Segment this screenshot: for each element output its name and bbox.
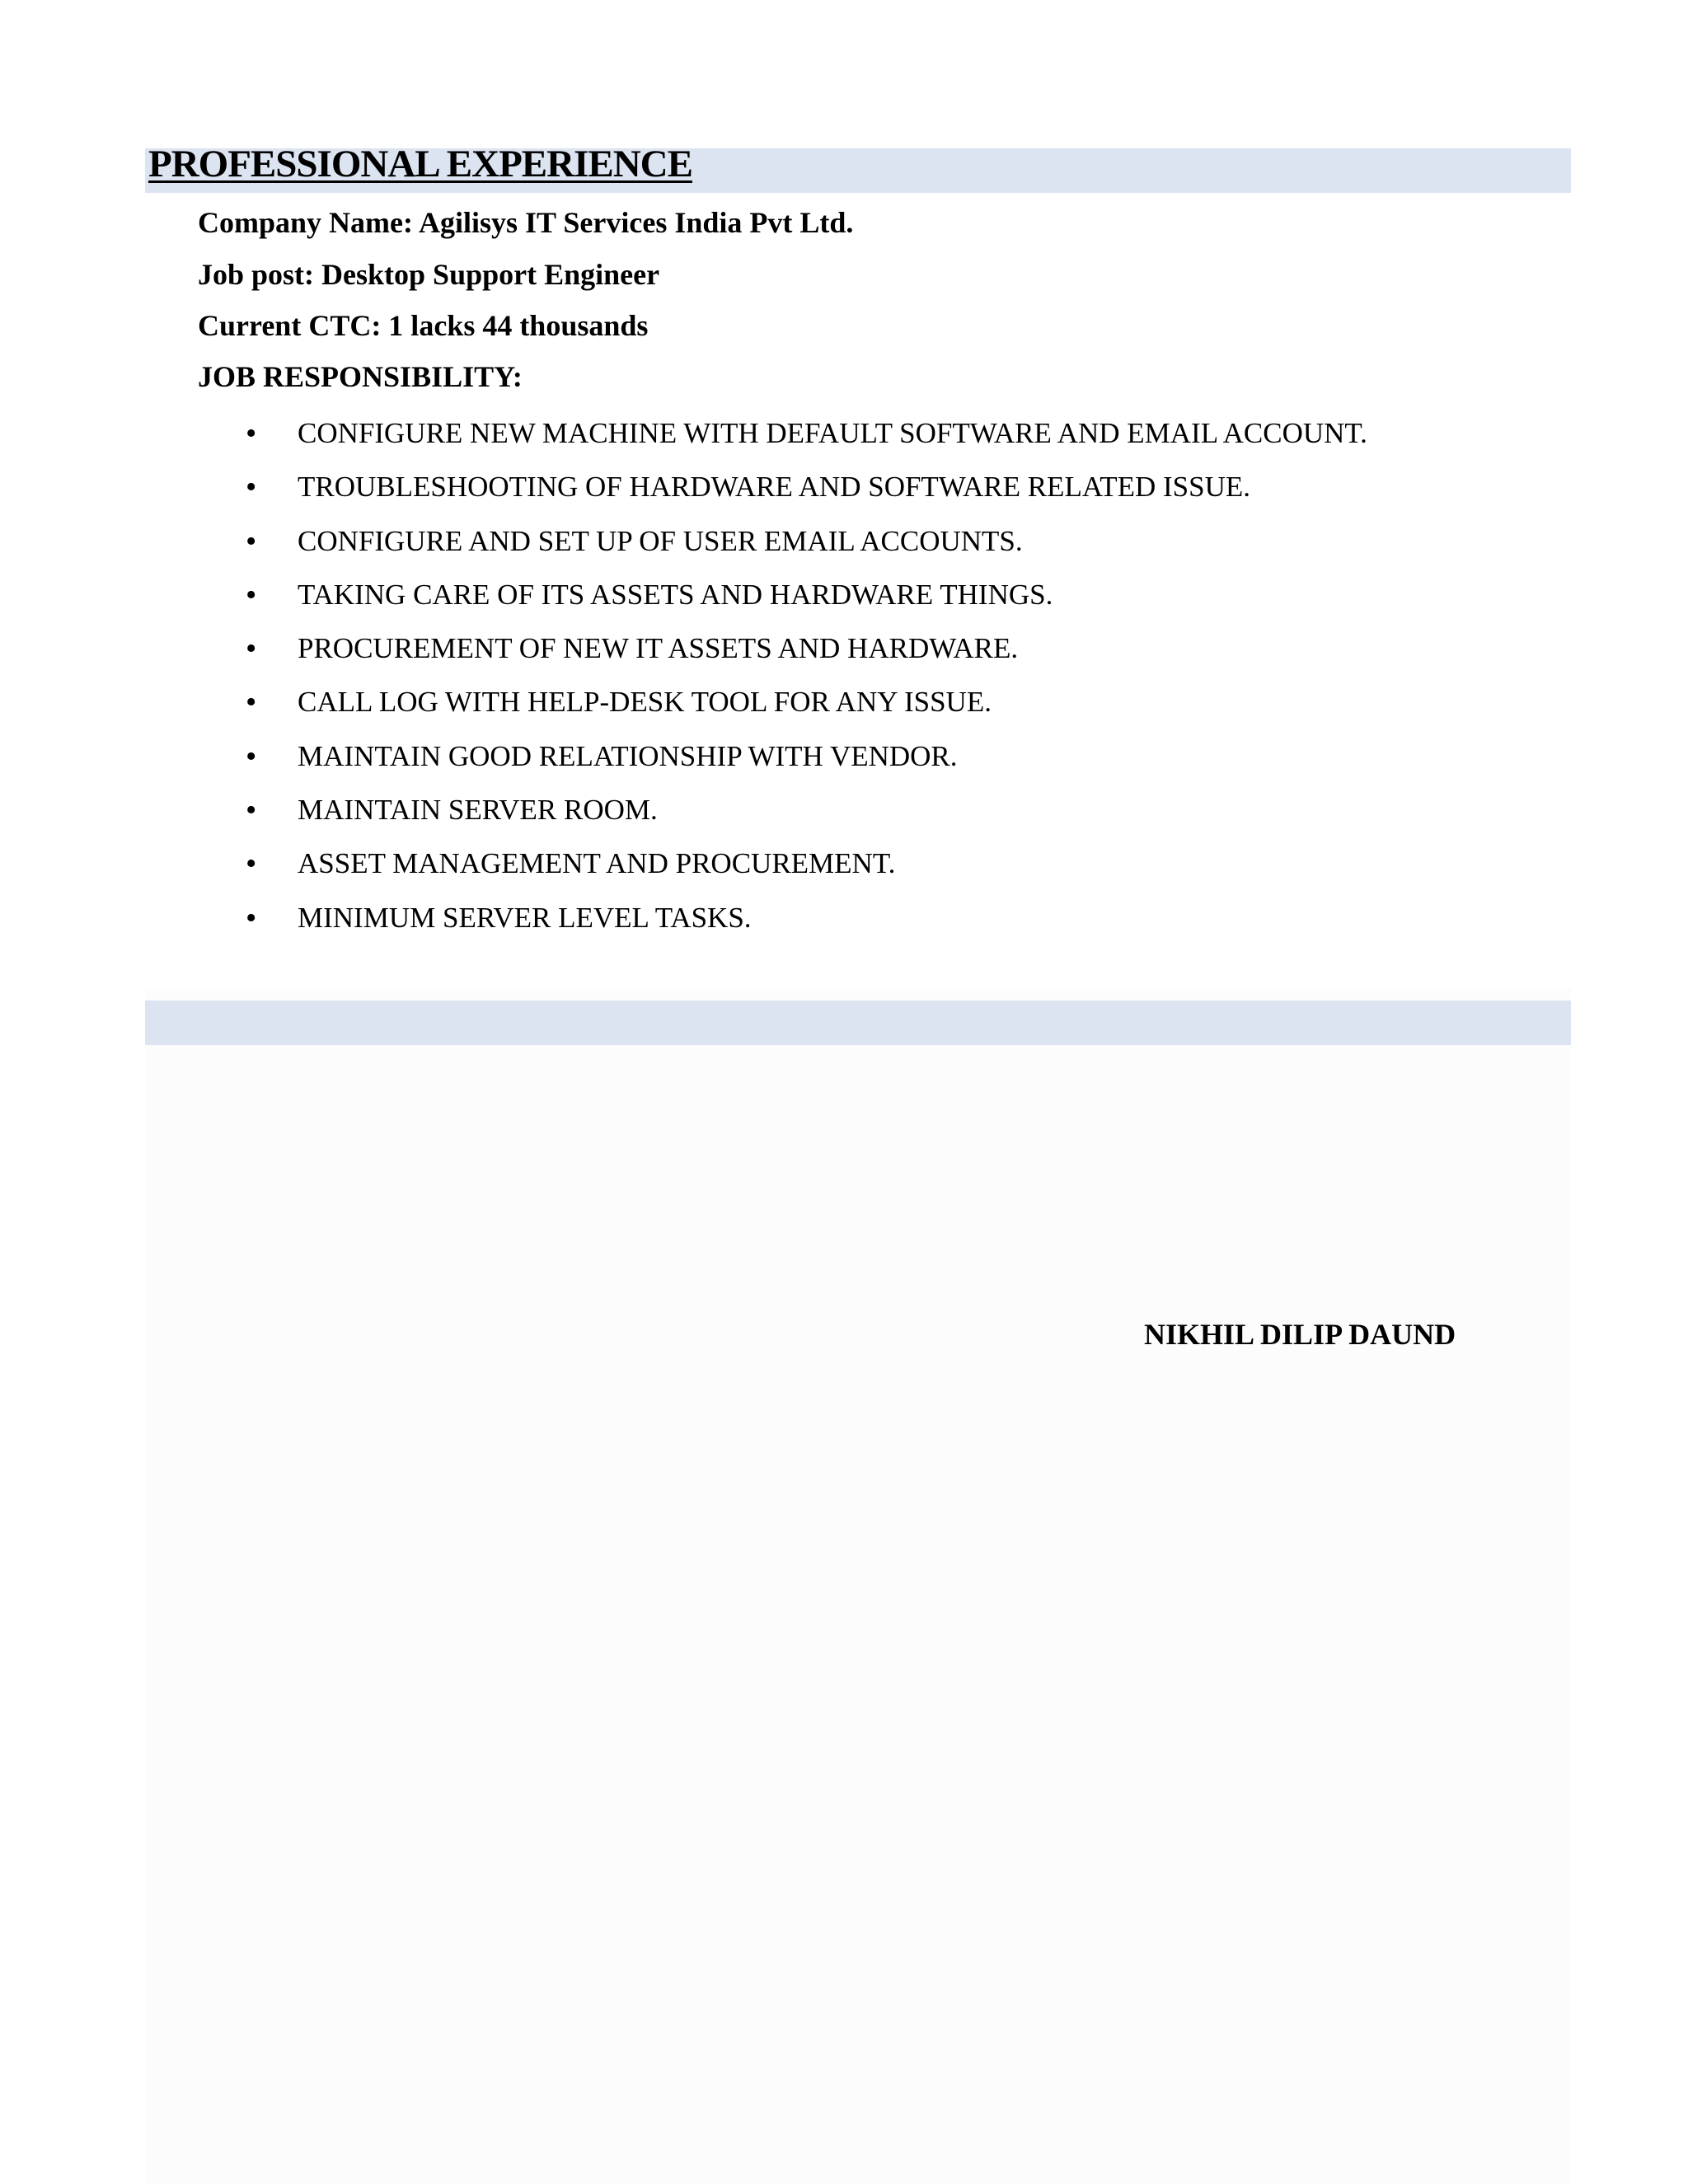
- responsibility-text: TAKING CARE OF ITS ASSETS AND HARDWARE THINGS.: [298, 578, 1053, 611]
- bullet-icon: •: [246, 470, 257, 505]
- section-divider-bar: [145, 1001, 1571, 1045]
- job-post: Job post: Desktop Support Engineer: [198, 258, 660, 291]
- responsibility-text: CALL LOG WITH HELP-DESK TOOL FOR ANY ISSUE.: [298, 686, 992, 719]
- current-ctc: Current CTC: 1 lacks 44 thousands: [198, 309, 649, 342]
- responsibility-text: CONFIGURE NEW MACHINE WITH DEFAULT SOFTWARE AND EMAIL ACCOUNT.: [298, 417, 1367, 449]
- bullet-icon: •: [246, 631, 257, 667]
- page-background-shade: [145, 989, 1571, 2184]
- bullet-icon: •: [246, 577, 257, 612]
- responsibility-text: MAINTAIN SERVER ROOM.: [298, 794, 658, 827]
- responsibility-heading: JOB RESPONSIBILITY:: [198, 360, 523, 393]
- bullet-icon: •: [246, 685, 257, 720]
- responsibility-text: PROCUREMENT OF NEW IT ASSETS AND HARDWARE.: [298, 632, 1019, 665]
- responsibility-text: MINIMUM SERVER LEVEL TASKS.: [298, 901, 752, 934]
- responsibility-text: MAINTAIN GOOD RELATIONSHIP WITH VENDOR.: [298, 739, 958, 772]
- bullet-icon: •: [246, 900, 257, 935]
- company-name: Company Name: Agilisys IT Services India Pvt Ltd.: [198, 206, 854, 239]
- responsibility-text: ASSET MANAGEMENT AND PROCUREMENT.: [298, 847, 896, 880]
- responsibility-text: CONFIGURE AND SET UP OF USER EMAIL ACCOUNTS.: [298, 524, 1023, 557]
- bullet-icon: •: [246, 793, 257, 828]
- signature-name: NIKHIL DILIP DAUND: [1144, 1318, 1456, 1351]
- section-title: PROFESSIONAL EXPERIENCE: [148, 143, 692, 185]
- bullet-icon: •: [246, 523, 257, 559]
- bullet-icon: •: [246, 846, 257, 882]
- responsibility-text: TROUBLESHOOTING OF HARDWARE AND SOFTWARE RELATED ISSUE.: [298, 471, 1250, 504]
- bullet-icon: •: [246, 416, 257, 451]
- bullet-icon: •: [246, 738, 257, 774]
